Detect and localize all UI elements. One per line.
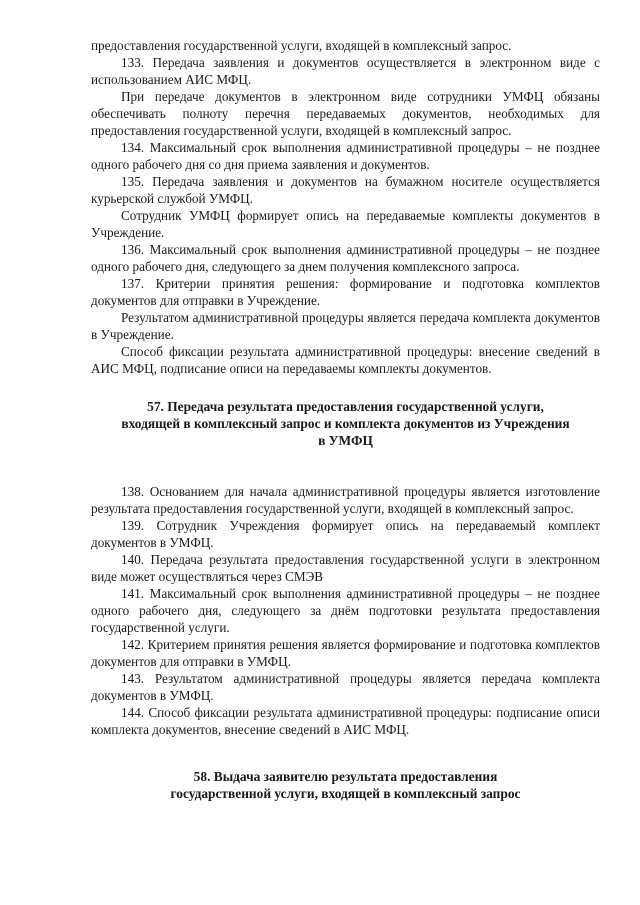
paragraph-144: 144. Способ фиксации результата административной процедуры: подписание описи комплекта документов, внесение сведений в АИС МФЦ. [91,705,600,737]
section-57-text [91,483,600,738]
paragraph-continuation: предоставления государственной услуги, входящей в комплексный запрос. [91,38,512,53]
paragraph-electronic-transfer: При передаче документов в электронном виде сотрудники УМФЦ обязаны обеспечивать полноту перечня передаваемых документов, необходимых для предоставления государственной услуги, входящей в комплексный запрос. [91,89,600,138]
section-57-heading-line-1: 57. Передача результата предоставления государственной услуги, [147,399,544,414]
paragraph-136: 136. Максимальный срок выполнения административной процедуры – не позднее одного рабочего дня, следующего за днем получения комплексного запроса. [91,242,600,274]
section-58-heading-line-2: государственной услуги, входящей в комплексный запрос [170,786,521,801]
section-58-heading [91,768,600,802]
section-58-heading-line-1: 58. Выдача заявителю результата предоставления [193,769,498,784]
paragraph-result: Результатом административной процедуры является передача комплекта документов в Учреждение. [91,310,600,342]
paragraph-138: 138. Основанием для начала административной процедуры является изготовление результата предоставления государственной услуги, входящей в комплексный запрос. [91,484,600,516]
paragraph-141: 141. Максимальный срок выполнения административной процедуры – не позднее одного рабочего дня, следующего за днём подготовки результата предоставления государственной услуги. [91,586,600,635]
section-top-text [91,37,600,377]
paragraph-142: 142. Критерием принятия решения является формирование и подготовка комплектов документов для отправки в УМФЦ. [91,637,600,669]
section-57-heading-line-2: входящей в комплексный запрос и комплекта документов из Учреждения [121,416,570,431]
paragraph-137: 137. Критерии принятия решения: формирование и подготовка комплектов документов для отправки в Учреждение. [91,276,600,308]
paragraph-133: 133. Передача заявления и документов осуществляется в электронном виде с использованием АИС МФЦ. [91,55,600,87]
paragraph-134: 134. Максимальный срок выполнения административной процедуры – не позднее одного рабочего дня со дня приема заявления и документов. [91,140,600,172]
paragraph-139: 139. Сотрудник Учреждения формирует опись на передаваемый комплект документов в УМФЦ. [91,518,600,550]
paragraph-fixation: Способ фиксации результата административной процедуры: внесение сведений в АИС МФЦ, подписание описи на передаваемы комплекты документов. [91,344,600,376]
paragraph-143: 143. Результатом административной процедуры является передача комплекта документов в УМФЦ. [91,671,600,703]
paragraph-inventory: Сотрудник УМФЦ формирует опись на передаваемые комплекты документов в Учреждение. [91,208,600,240]
section-57-heading [91,398,600,449]
paragraph-135: 135. Передача заявления и документов на бумажном носителе осуществляется курьерской службой УМФЦ. [91,174,600,206]
paragraph-140: 140. Передача результата предоставления государственной услуги в электронном виде может осуществляться через СМЭВ [91,552,600,584]
section-57-heading-line-3: в УМФЦ [318,433,373,448]
